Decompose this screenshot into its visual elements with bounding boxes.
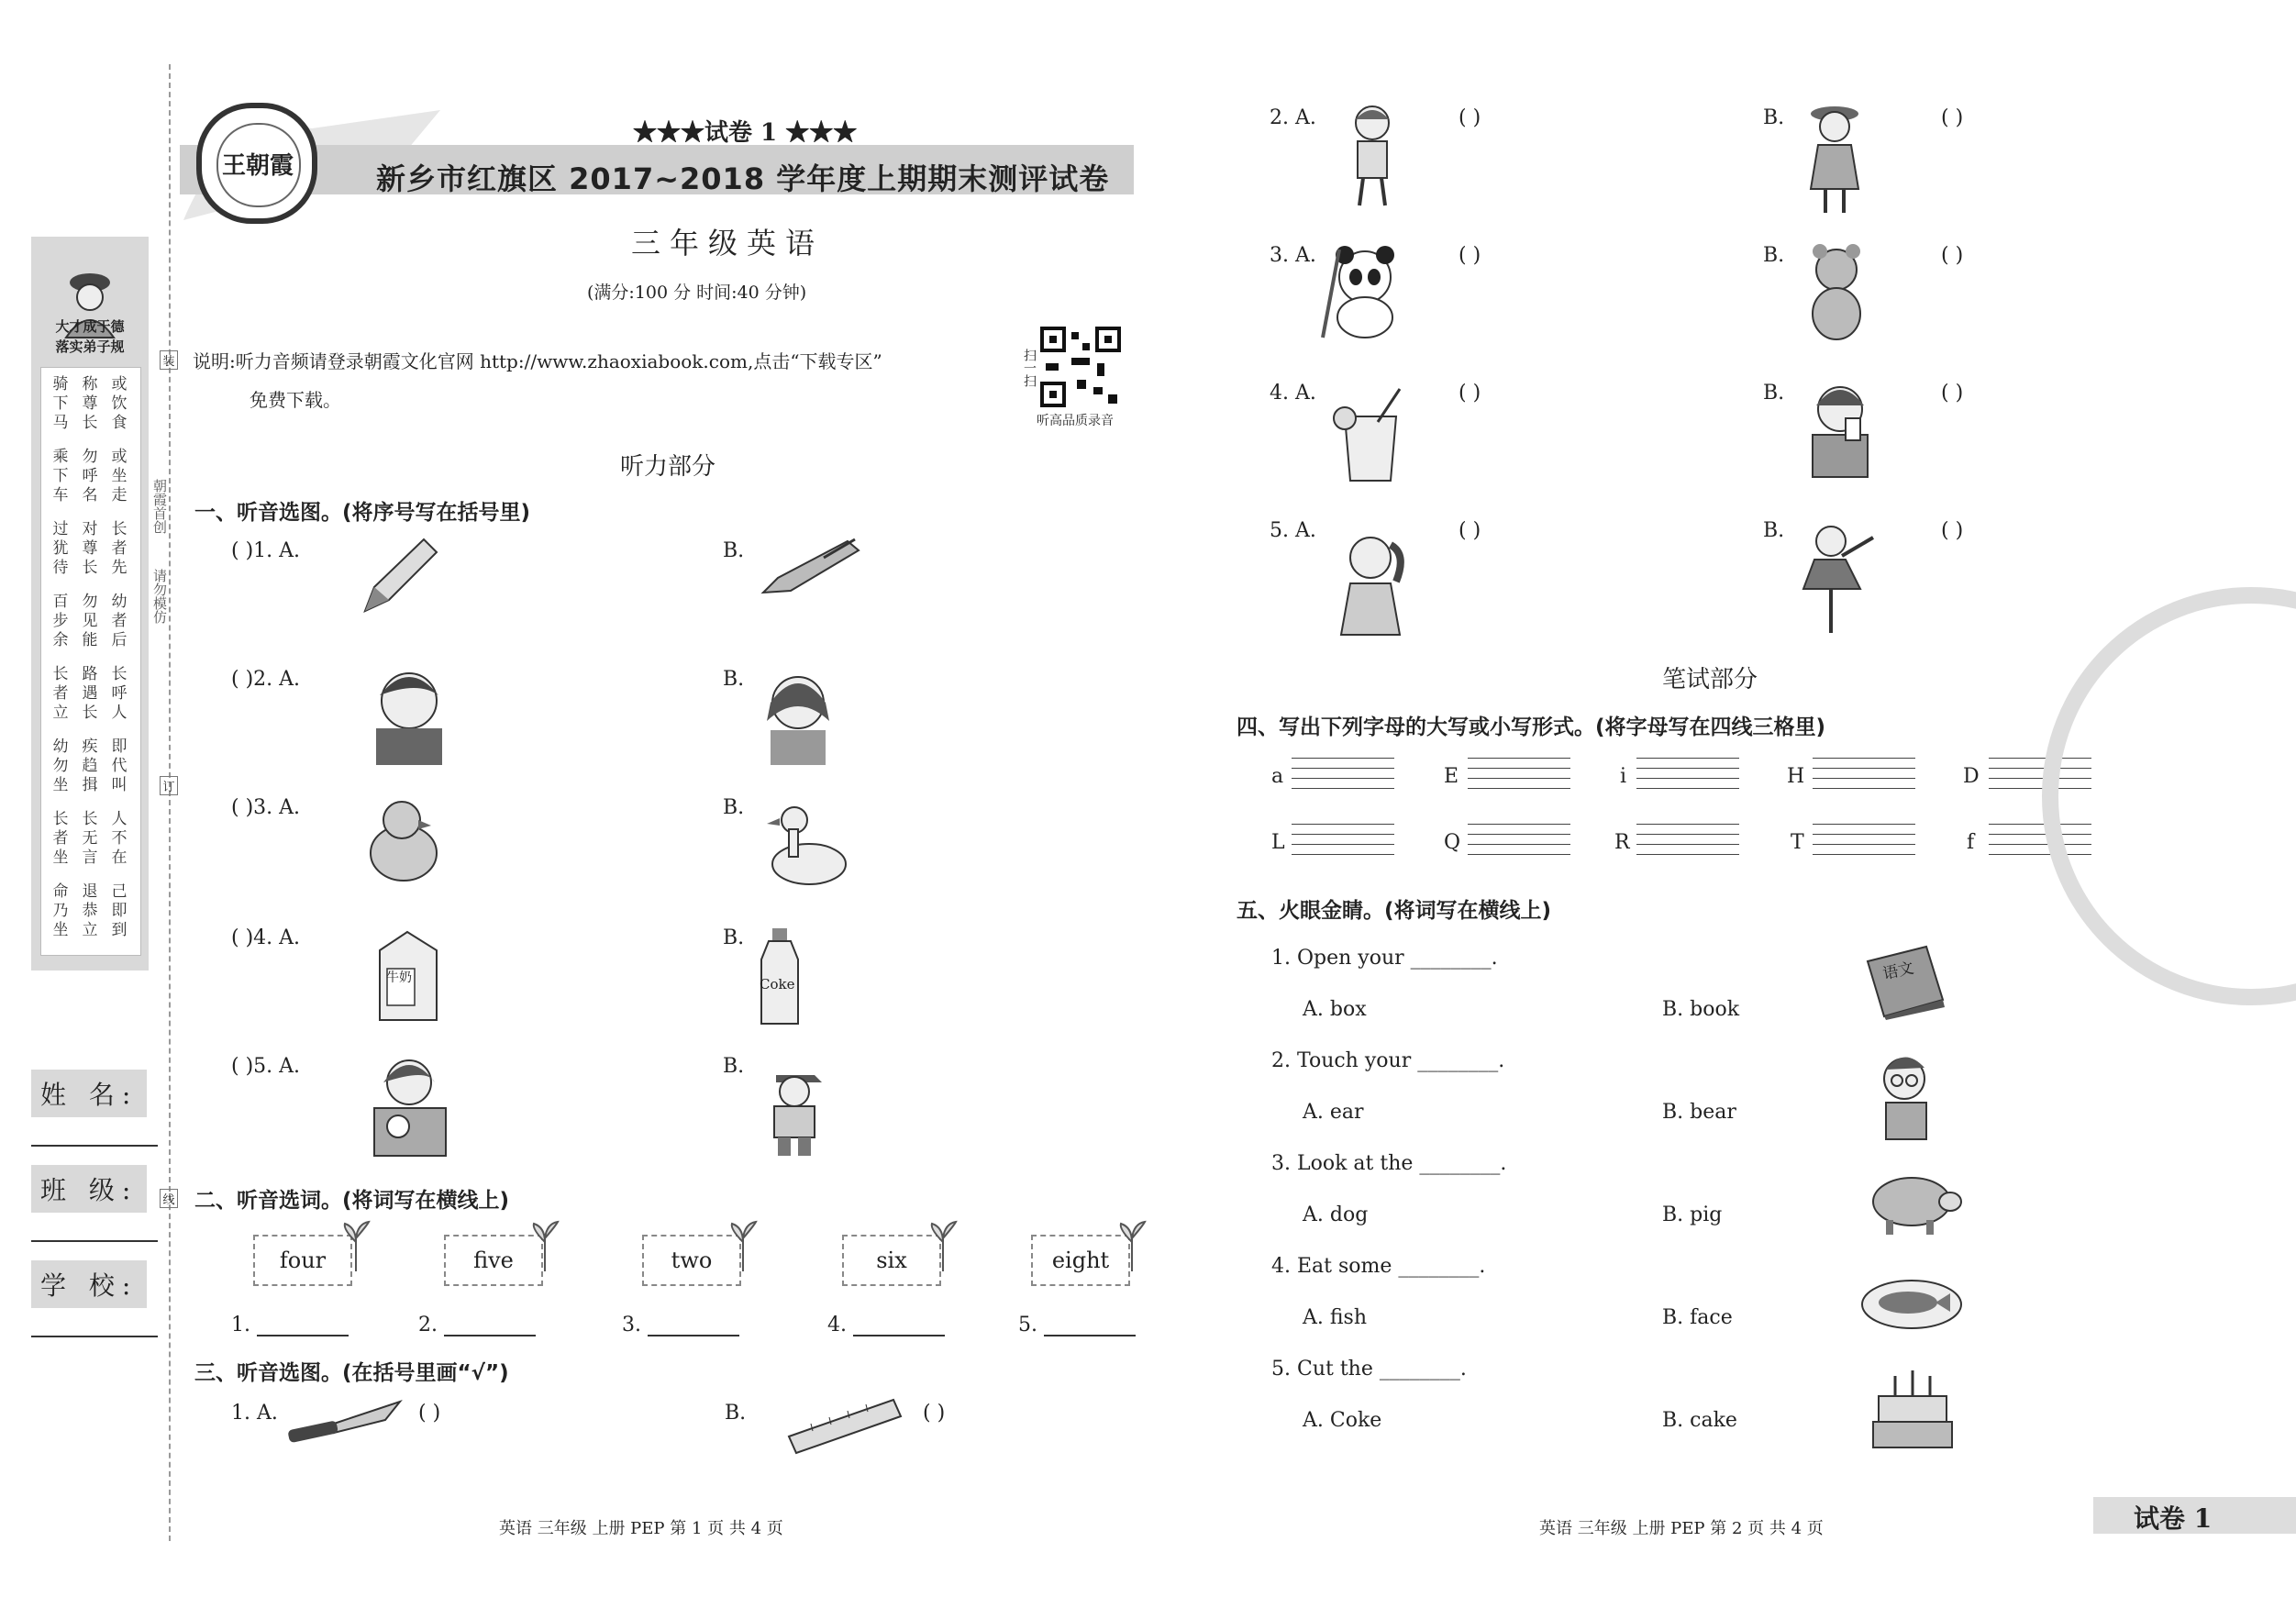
letter-a: a xyxy=(1271,765,1284,788)
sprout-decoration-icon xyxy=(926,1220,959,1271)
p5-q1-option-b[interactable]: B. book xyxy=(1662,998,1740,1021)
sprout-decoration-icon xyxy=(528,1220,561,1271)
four-line-grid[interactable] xyxy=(1468,824,1570,855)
duck-icon xyxy=(758,798,859,893)
poem-column: 勿 见 能 xyxy=(82,593,98,649)
p3-item2-a: 2. A. xyxy=(1270,106,1316,129)
schoolboy-icon xyxy=(758,1055,831,1158)
four-line-grid[interactable] xyxy=(1813,824,1915,855)
word-card-eight: eight xyxy=(1031,1235,1130,1286)
p3-item1-b: B. xyxy=(725,1402,747,1425)
poem-column: 路 遇 长 xyxy=(82,665,98,722)
poem-column: 长 呼 人 xyxy=(111,665,128,722)
poem-column: 百 步 余 xyxy=(52,593,69,649)
milk-label: 牛奶 xyxy=(386,970,412,985)
name-label: 姓 名: xyxy=(31,1070,147,1117)
poem-column: 过 犹 待 xyxy=(52,520,69,577)
p2-answer-line[interactable] xyxy=(853,1314,945,1336)
chinese-book-icon xyxy=(1862,943,1948,1020)
boy-face-icon xyxy=(363,664,455,767)
birthday-cake-icon xyxy=(1868,1361,1958,1453)
coke-label: Coke xyxy=(760,976,795,993)
p1-item4-number: ( )4. A. xyxy=(231,926,301,949)
mother-baby-icon xyxy=(363,1055,455,1158)
p2-blank-4[interactable] xyxy=(827,1314,945,1336)
poem-column: 己 即 到 xyxy=(111,882,128,939)
part1-heading: 一、听音选图。(将序号写在括号里) xyxy=(194,501,531,525)
p3-item3-b: B. xyxy=(1763,244,1785,267)
writing-heading: 笔试部分 xyxy=(1662,666,1758,693)
sprout-decoration-icon xyxy=(727,1220,760,1271)
qr-code-icon[interactable] xyxy=(1040,327,1121,407)
letter-f: f xyxy=(1967,831,1975,854)
poem-column: 人 不 在 xyxy=(111,810,128,867)
school-label: 学 校: xyxy=(31,1260,147,1308)
p3-item4-b: B. xyxy=(1763,382,1785,405)
p3-item5-b: B. xyxy=(1763,519,1785,542)
listening-heading: 听力部分 xyxy=(620,453,716,481)
poem-column: 骑 下 马 xyxy=(52,375,69,432)
dancing-girl-icon xyxy=(1800,519,1877,637)
poem-column: 称 尊 长 xyxy=(82,375,98,432)
p3-item4-a: 4. A. xyxy=(1270,382,1316,405)
corner-exam-label: 试卷 1 xyxy=(2134,1503,2213,1534)
p2-blank-3[interactable] xyxy=(622,1314,739,1336)
p5-q4: 4. Eat some ________. xyxy=(1271,1255,1486,1278)
name-field[interactable] xyxy=(31,1145,158,1147)
word-card-four: four xyxy=(253,1235,352,1286)
poem-column: 即 代 叫 xyxy=(111,738,128,794)
sidebar-motto xyxy=(31,316,149,357)
p3-item1-b-paren[interactable]: ( ) xyxy=(923,1402,946,1425)
p1-item5-b: B. xyxy=(723,1055,745,1078)
p5-q5: 5. Cut the ________. xyxy=(1271,1358,1467,1381)
p2-answer-line[interactable] xyxy=(257,1314,349,1336)
p3-item2-a-paren[interactable]: ( ) xyxy=(1459,106,1481,129)
four-line-grid[interactable] xyxy=(1636,758,1739,789)
score-time-info: (满分:100 分 时间:40 分钟) xyxy=(587,283,807,303)
four-line-grid[interactable] xyxy=(1636,824,1739,855)
class-field[interactable] xyxy=(31,1240,158,1242)
letter-R: R xyxy=(1614,831,1630,854)
p2-blank-2-num: 2. xyxy=(418,1314,438,1336)
di-zi-gui-poem-grid xyxy=(40,367,141,956)
letter-E: E xyxy=(1444,765,1459,788)
p1-item1-b: B. xyxy=(723,539,745,562)
boy-drinking-icon xyxy=(1798,378,1880,479)
p2-blank-4-num: 4. xyxy=(827,1314,847,1336)
p5-q3: 3. Look at the ________. xyxy=(1271,1152,1507,1175)
p2-blank-5[interactable] xyxy=(1018,1314,1136,1336)
knife-icon xyxy=(284,1398,404,1449)
letter-H: H xyxy=(1787,765,1805,788)
pencil-icon xyxy=(360,536,440,616)
vertical-notice-1: 朝霞首创 xyxy=(151,479,168,534)
p2-blank-1[interactable] xyxy=(231,1314,349,1336)
doll-girl-icon xyxy=(1336,101,1409,209)
girl-face-icon xyxy=(752,664,844,767)
part4-heading: 四、写出下列字母的大写或小写形式。(将字母写在四线三格里) xyxy=(1237,715,1826,739)
p5-q2: 2. Touch your ________. xyxy=(1271,1049,1505,1072)
letter-D: D xyxy=(1963,765,1980,788)
letter-L: L xyxy=(1271,831,1285,854)
p2-answer-line[interactable] xyxy=(444,1314,536,1336)
sprout-decoration-icon xyxy=(1115,1220,1148,1271)
four-line-grid[interactable] xyxy=(1813,758,1915,789)
p5-q2-option-b[interactable]: B. bear xyxy=(1662,1101,1736,1124)
fish-plate-icon xyxy=(1858,1273,1967,1334)
girl-hat-icon xyxy=(1798,101,1871,216)
letter-i: i xyxy=(1620,765,1627,788)
p1-item2-b: B. xyxy=(723,668,745,691)
bind-mark-1: 装 xyxy=(160,350,178,370)
book-cover-label: 语文 xyxy=(1880,959,1916,984)
p5-q2-option-a[interactable]: A. ear xyxy=(1303,1101,1364,1124)
poem-column: 长 者 坐 xyxy=(52,810,69,867)
p2-blank-2[interactable] xyxy=(418,1314,536,1336)
poem-column: 幼 勿 坐 xyxy=(52,738,69,794)
part5-heading: 五、火眼金睛。(将词写在横线上) xyxy=(1237,899,1552,923)
poem-column: 长 者 先 xyxy=(111,520,128,577)
exam-title: 新乡市红旗区 2017~2018 学年度上期期末测评试卷 xyxy=(376,161,1110,196)
exam-number-label: ★★★试卷 1 ★★★ xyxy=(633,119,858,147)
brand-logo-text: 王朝霞 xyxy=(221,152,294,180)
p1-item4-b: B. xyxy=(723,926,745,949)
part3-heading: 三、听音选图。(在括号里画“√”) xyxy=(194,1361,509,1385)
p3-item4-a-paren[interactable]: ( ) xyxy=(1459,382,1481,405)
word-card-five: five xyxy=(444,1235,543,1286)
note-line-2: 免费下载。 xyxy=(250,389,341,411)
letter-T: T xyxy=(1791,831,1804,854)
p5-q1: 1. Open your ________. xyxy=(1271,947,1498,970)
qr-caption: 听高品质录音 xyxy=(1037,414,1114,428)
poem-column: 或 坐 走 xyxy=(111,448,128,505)
p2-answer-line[interactable] xyxy=(1044,1314,1136,1336)
p3-item2-b-paren[interactable]: ( ) xyxy=(1941,106,1964,129)
four-line-grid[interactable] xyxy=(1292,758,1394,789)
p1-item5-number: ( )5. A. xyxy=(231,1055,301,1078)
word-card-two: two xyxy=(642,1235,741,1286)
four-line-grid[interactable] xyxy=(1292,824,1394,855)
p5-q3-option-b[interactable]: B. pig xyxy=(1662,1203,1723,1226)
sprout-decoration-icon xyxy=(339,1220,372,1271)
poem-column: 疾 趋 揖 xyxy=(82,738,98,794)
footer-left-page-info: 英语 三年级 上册 PEP 第 1 页 共 4 页 xyxy=(499,1519,783,1538)
boy-touching-ear-icon xyxy=(1871,1046,1945,1143)
poem-column: 或 饮 食 xyxy=(111,375,128,432)
ruler-icon xyxy=(785,1396,904,1457)
p3-item3-a-paren[interactable]: ( ) xyxy=(1459,244,1481,267)
binding-dashed-line xyxy=(169,64,171,1541)
part2-heading: 二、听音选词。(将词写在横线上) xyxy=(194,1189,510,1213)
watermark-seal xyxy=(2042,587,2296,1005)
p3-item5-a: 5. A. xyxy=(1270,519,1316,542)
subject-title: 三年级英语 xyxy=(631,226,825,261)
p3-item5-a-paren[interactable]: ( ) xyxy=(1459,519,1481,542)
p3-item5-b-paren[interactable]: ( ) xyxy=(1941,519,1964,542)
poem-column: 命 乃 坐 xyxy=(52,882,69,939)
poem-column: 乘 下 车 xyxy=(52,448,69,505)
vertical-notice-2: 请勿模仿 xyxy=(151,569,168,624)
p5-q4-option-b[interactable]: B. face xyxy=(1662,1306,1733,1329)
p3-item4-b-paren[interactable]: ( ) xyxy=(1941,382,1964,405)
p3-item3-a: 3. A. xyxy=(1270,244,1316,267)
bear-icon xyxy=(1798,240,1875,350)
p2-blank-3-num: 3. xyxy=(622,1314,641,1336)
school-field[interactable] xyxy=(31,1336,158,1337)
class-label: 班 级: xyxy=(31,1165,147,1213)
footer-right-page-info: 英语 三年级 上册 PEP 第 2 页 共 4 页 xyxy=(1539,1519,1824,1538)
juice-glass-icon xyxy=(1326,385,1409,484)
p5-q1-option-a[interactable]: A. box xyxy=(1303,998,1367,1021)
poem-column: 勿 呼 名 xyxy=(82,448,98,505)
pig-icon xyxy=(1866,1165,1967,1238)
p1-item3-number: ( )3. A. xyxy=(231,796,301,819)
pen-icon xyxy=(760,536,862,600)
bind-mark-3: 线 xyxy=(160,1189,178,1208)
poem-column: 长 者 立 xyxy=(52,665,69,722)
chick-icon xyxy=(363,793,446,895)
p5-q3-option-a[interactable]: A. dog xyxy=(1303,1203,1369,1226)
note-line-1: 说明:听力音频请登录朝霞文化官网 http://www.zhaoxiabook.com,点击“下载专区” xyxy=(193,350,882,372)
poem-column: 对 尊 长 xyxy=(82,520,98,577)
p3-item1-a-paren[interactable]: ( ) xyxy=(418,1402,441,1425)
p2-answer-line[interactable] xyxy=(648,1314,739,1336)
p3-item1-a: 1. A. xyxy=(231,1402,278,1425)
p1-item2-number: ( )2. A. xyxy=(231,668,301,691)
letter-Q: Q xyxy=(1444,831,1461,854)
four-line-grid[interactable] xyxy=(1468,758,1570,789)
p5-q4-option-a[interactable]: A. fish xyxy=(1303,1306,1368,1329)
p5-q5-option-a[interactable]: A. Coke xyxy=(1303,1409,1382,1432)
word-card-six: six xyxy=(842,1235,941,1286)
poem-column: 幼 者 后 xyxy=(111,593,128,649)
girl-ponytail-icon xyxy=(1336,527,1409,637)
qr-scan-label: 扫一扫 xyxy=(1022,349,1037,387)
p3-item3-b-paren[interactable]: ( ) xyxy=(1941,244,1964,267)
p2-blank-5-num: 5. xyxy=(1018,1314,1037,1336)
bind-mark-2: 订 xyxy=(160,776,178,795)
panda-icon xyxy=(1312,240,1413,341)
p1-item3-b: B. xyxy=(723,796,745,819)
p5-q5-option-b[interactable]: B. cake xyxy=(1662,1409,1737,1432)
motto-line-1: 大才成于德 xyxy=(55,318,125,335)
motto-line-2: 落实弟子规 xyxy=(55,338,125,355)
poem-column: 长 无 言 xyxy=(82,810,98,867)
p3-item2-b: B. xyxy=(1763,106,1785,129)
poem-column: 退 恭 立 xyxy=(82,882,98,939)
p2-blank-1-num: 1. xyxy=(231,1314,250,1336)
p1-item1-number: ( )1. A. xyxy=(231,539,301,562)
